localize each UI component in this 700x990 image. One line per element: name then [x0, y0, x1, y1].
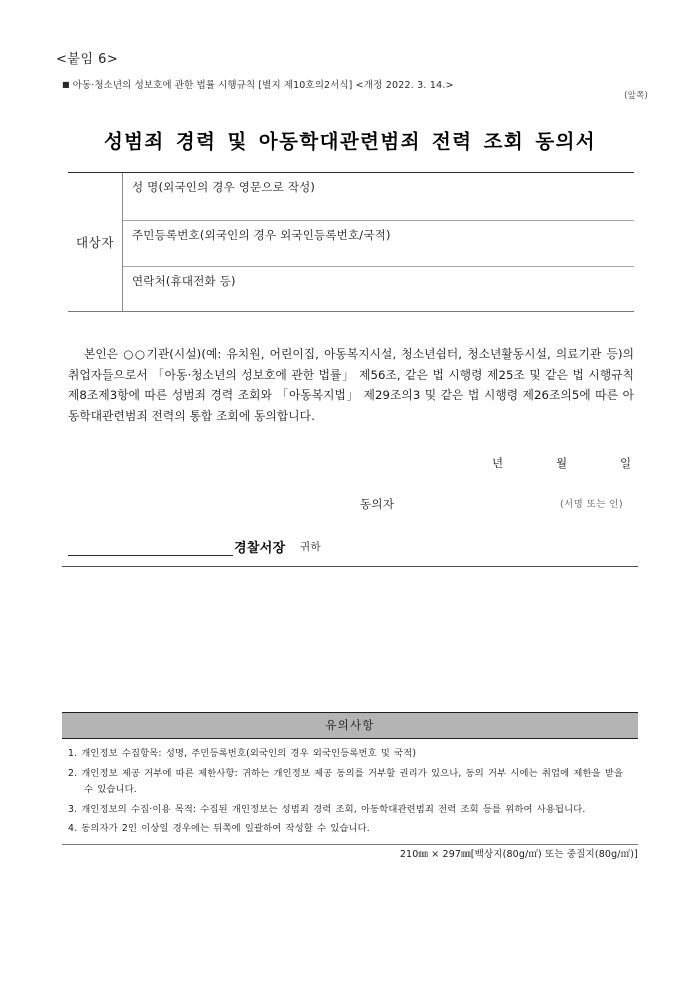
- table-row[interactable]: [123, 220, 634, 267]
- date-day-label: 일: [620, 456, 632, 470]
- list-item: 3. 개인정보의 수집·이용 목적: 수집된 개인정보는 성범죄 경력 조회, 아동학대관련범죄 전력 조회 등를 위하여 사용됩니다.: [68, 803, 586, 815]
- attachment-tag: <붙임 6>: [56, 52, 119, 67]
- notice-heading: 유의사항: [62, 712, 638, 739]
- subject-table-row-label: 대상자: [75, 235, 115, 250]
- signature-hint: (서명 또는 인): [560, 499, 623, 510]
- form-reference-line: [62, 77, 454, 91]
- subject-table-rows: [123, 173, 634, 311]
- bullet-square-icon: ■: [62, 80, 70, 89]
- page-title: 성범죄 경력 및 아동학대관련범죄 전력 조회 동의서: [103, 130, 597, 153]
- field-label-contact: 연락처(휴대전화 등): [132, 274, 236, 289]
- field-label-name: 성 명(외국인의 경우 영문으로 작성): [132, 180, 316, 194]
- signature-line: [0, 496, 700, 514]
- date-year-label: 년: [492, 456, 504, 470]
- recipient-honorific: 귀하: [300, 541, 321, 553]
- field-label-resident-number: 주민등록번호(외국인의 경우 외국인등록번호/국적): [132, 227, 391, 242]
- section-divider-rule: [62, 566, 638, 567]
- recipient-line: [68, 534, 488, 558]
- signer-label: 동의자: [360, 497, 395, 511]
- consent-statement: 본인은 ○○기관(시설)(예: 유치원, 어린이집, 아동복지시설, 청소년쉼터, 청소년활동시설, 의료기관 등)의 취업자들으로서 「아동·청소년의 성보호에 관한 법률」 제56조, 같은 법 시행령 제25조 및 같은 법 시행규칙 제8조제3항에 따른 성범죄 경력 조회와 「아동복지법」 제29조의3 및 같은 법 시행령 제26조의5에 따른 아동학대관련범죄 전력의 통합 조회에 동의합니다.: [68, 347, 634, 423]
- table-row[interactable]: [123, 173, 634, 220]
- recipient-office-label: 경찰서장: [234, 541, 286, 556]
- form-reference-text: 아동·청소년의 성보호에 관한 법률 시행규칙 [별지 제10호의2서식]: [72, 80, 353, 91]
- subject-table: [68, 172, 634, 312]
- paper-specification: 210㎜ × 297㎜[백상지(80g/㎡) 또는 중질지(80g/㎡)]: [399, 849, 638, 860]
- date-line: [0, 455, 700, 473]
- list-item: 4. 동의자가 2인 이상일 경우에는 뒤쪽에 일괄하여 작성할 수 있습니다.: [68, 823, 370, 834]
- list-item: 2. 개인정보 제공 거부에 따른 제한사항: 귀하는 개인정보 제공 동의를 거부할 권리가 있으나, 동의 거부 시에는 취업에 제한을 받을 수 있습니다.: [68, 767, 624, 795]
- recipient-blank-field[interactable]: [68, 540, 233, 556]
- date-month-label: 월: [556, 456, 568, 470]
- page-side-mark: (앞쪽): [624, 91, 648, 101]
- table-row[interactable]: [123, 266, 634, 313]
- list-item: 1. 개인정보 수집항목: 성명, 주민등록번호(외국인의 경우 외국인등록번호 및 국적): [68, 748, 417, 759]
- notice-list: [62, 739, 638, 845]
- notice-box: [62, 712, 638, 845]
- revision-note: <개정 2022. 3. 14.>: [355, 80, 454, 91]
